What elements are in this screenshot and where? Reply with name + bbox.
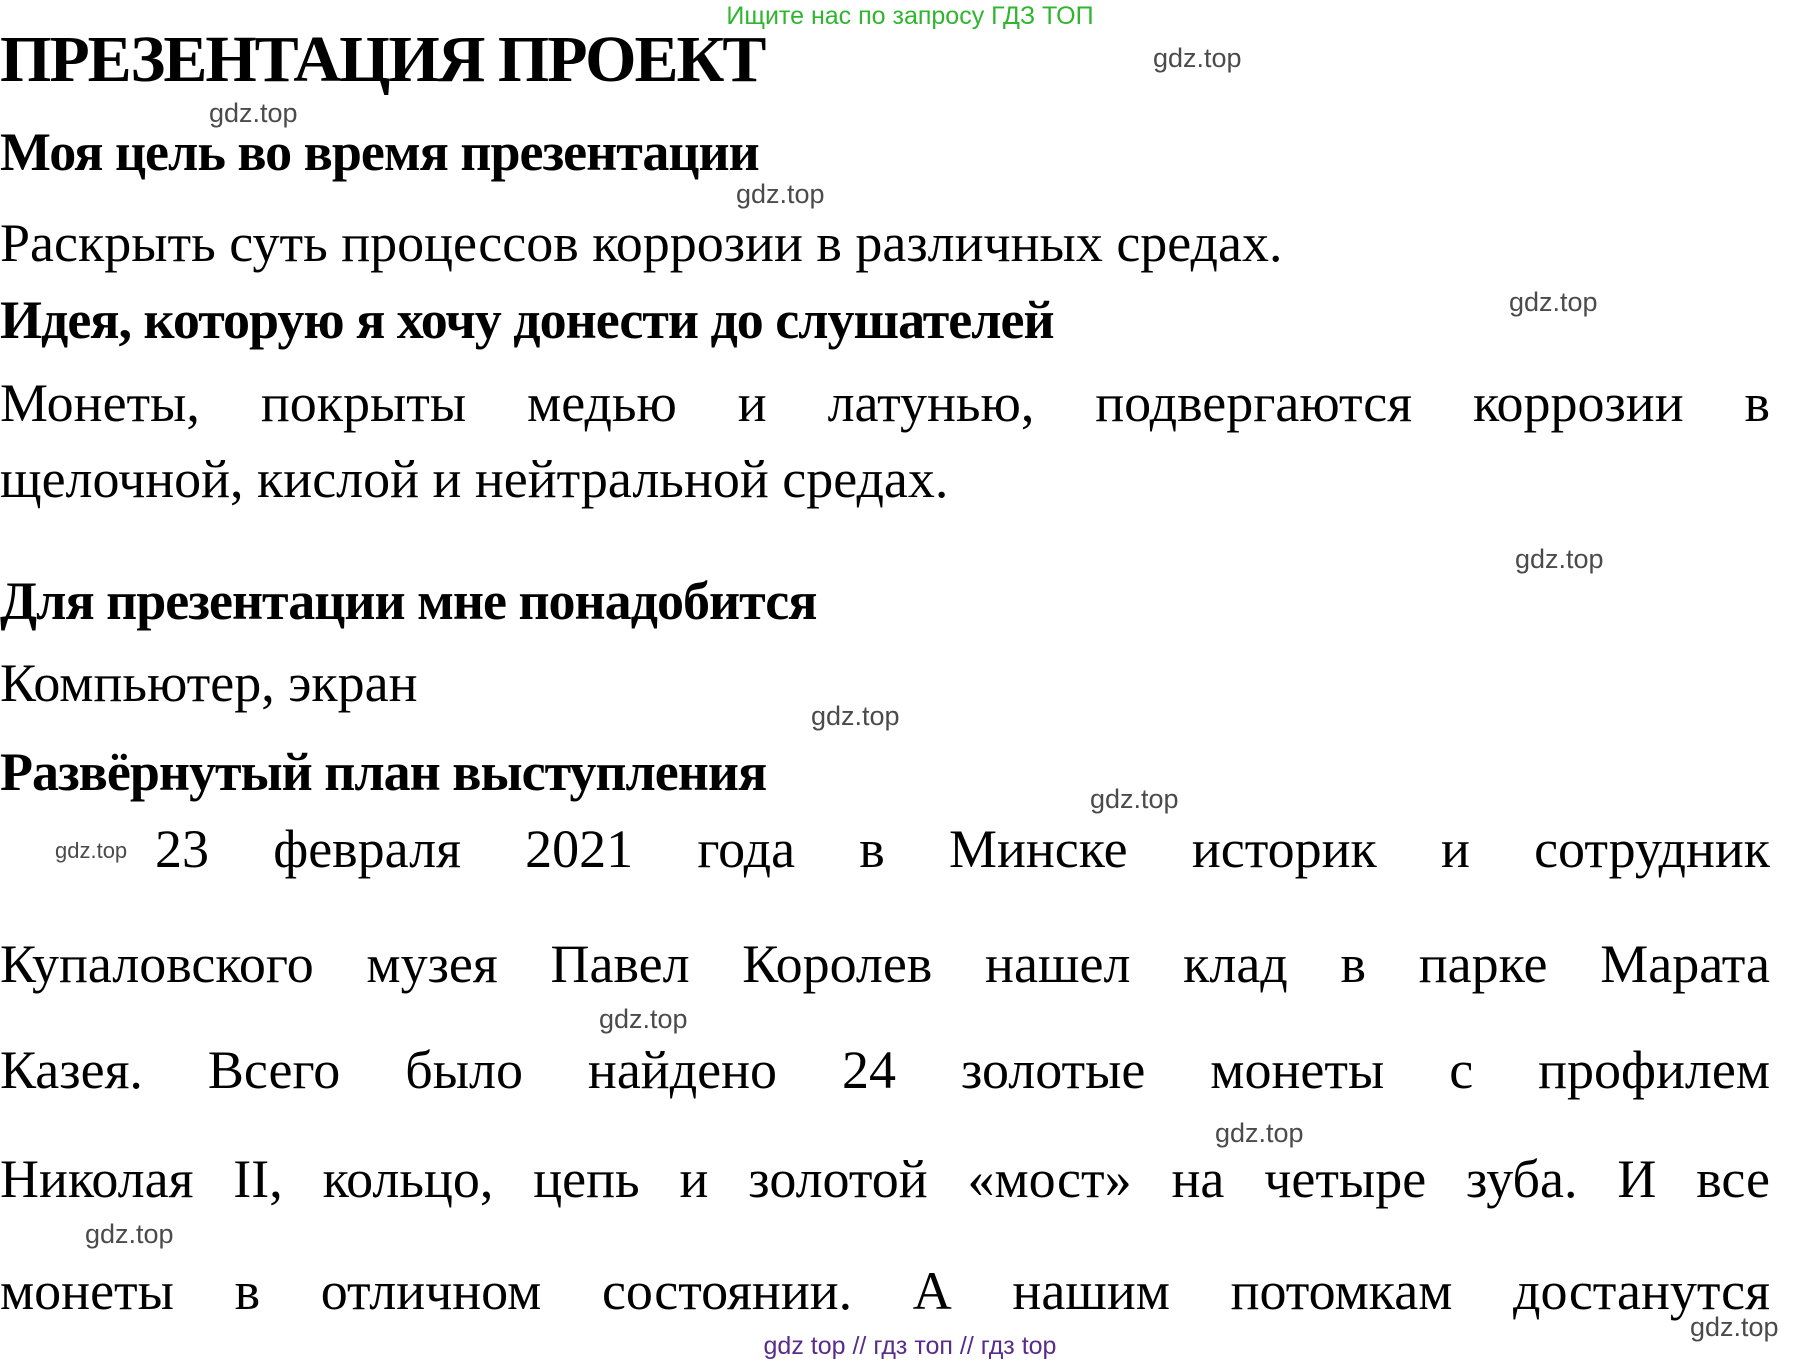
plan-paragraph-line-4: Николая II, кольцо, цепь и золотой «мост» на четыре зуба. И все [0, 1149, 1770, 1209]
section-body-needs: Компьютер, экран [0, 653, 418, 713]
watermark-5: gdz.top [1515, 544, 1604, 574]
watermark-2: gdz.top [209, 98, 298, 128]
bottom-footer: gdz top // гдз топ // гдз top [763, 1332, 1057, 1360]
watermark-9: gdz.top [599, 1004, 688, 1034]
plan-paragraph-line-3: Казея. Всего было найдено 24 золотые монеты с профилем [0, 1040, 1770, 1100]
watermark-10: gdz.top [1215, 1118, 1304, 1148]
watermark-3: gdz.top [736, 179, 825, 209]
section-heading-goal: Моя цель во время презентации [0, 122, 759, 182]
section-body-idea-line-1: Монеты, покрыты медью и латунью, подвергаются коррозии в [0, 373, 1770, 433]
watermark-6: gdz.top [811, 701, 900, 731]
watermark-8: gdz.top [55, 838, 128, 863]
section-heading-plan: Развёрнутый план выступления [0, 742, 767, 802]
top-banner: Ищите нас по запросу ГДЗ ТОП [726, 2, 1094, 30]
watermark-11: gdz.top [85, 1219, 174, 1249]
page-title: ПРЕЗЕНТАЦИЯ ПРОЕКТ [0, 23, 765, 96]
watermark-7: gdz.top [1090, 784, 1179, 814]
watermark-1: gdz.top [1153, 43, 1242, 73]
watermark-4: gdz.top [1509, 287, 1598, 317]
plan-paragraph-line-1: 23 февраля 2021 года в Минске историк и сотрудник [155, 819, 1770, 879]
section-heading-idea: Идея, которую я хочу донести до слушателей [0, 290, 1054, 350]
section-heading-needs: Для презентации мне понадобится [0, 571, 817, 631]
watermark-12: gdz.top [1690, 1312, 1779, 1342]
section-body-goal: Раскрыть суть процессов коррозии в различных средах. [0, 213, 1283, 273]
plan-paragraph-line-5: монеты в отличном состоянии. А нашим потомкам достанутся [0, 1261, 1770, 1321]
section-body-idea-line-2: щелочной, кислой и нейтральной средах. [0, 449, 949, 509]
plan-paragraph-line-2: Купаловского музея Павел Королев нашел клад в парке Марата [0, 934, 1770, 994]
